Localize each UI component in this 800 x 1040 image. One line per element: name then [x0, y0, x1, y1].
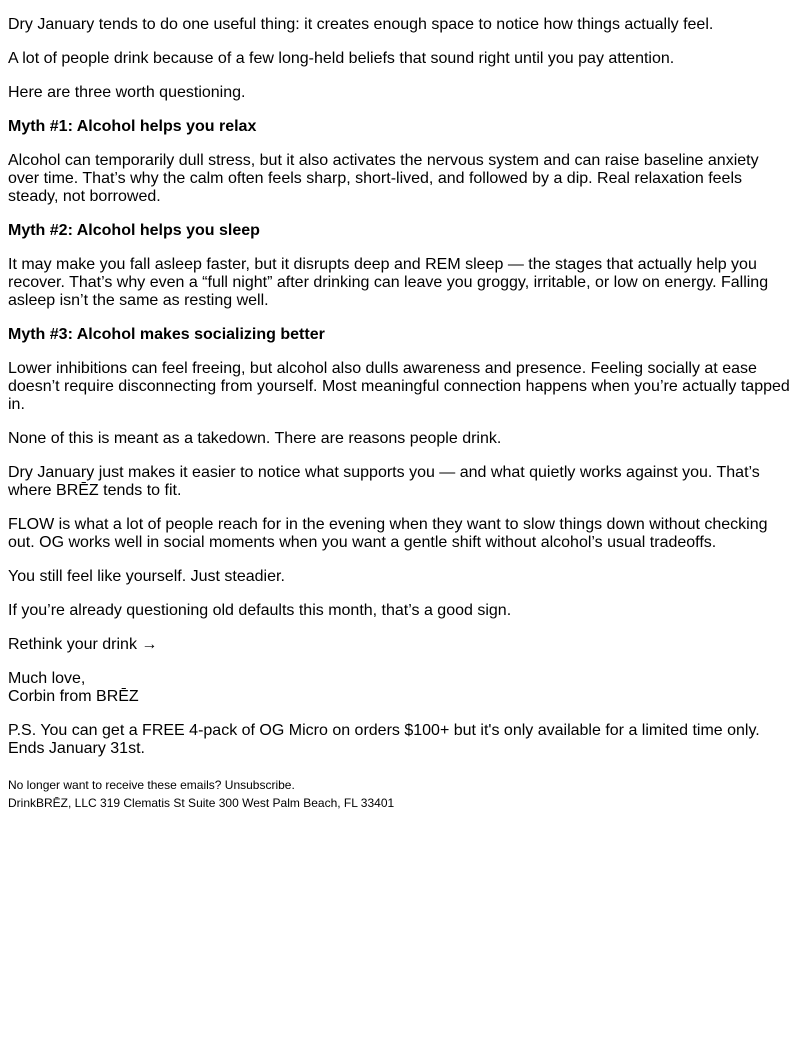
myth-2-body: It may make you fall asleep faster, but it disrupts deep and REM sleep — the stages that actually help you recover. That’s why even a “full night” after drinking can leave you groggy, irritable, or low on energy. Falling asleep isn’t the same as resting well.: [8, 256, 769, 309]
unsubscribe-link[interactable]: Unsubscribe.: [224, 778, 295, 792]
unsubscribe-prompt: No longer want to receive these emails?: [8, 778, 225, 792]
closing-paragraph-1: None of this is meant as a takedown. There are reasons people drink.: [8, 430, 502, 447]
signature: [8, 670, 792, 706]
intro-paragraph-3: Here are three worth questioning.: [8, 84, 246, 101]
myth-2-heading: Myth #2: Alcohol helps you sleep: [8, 222, 260, 239]
intro-paragraph-2: A lot of people drink because of a few long-held beliefs that sound right until you pay attention.: [8, 50, 675, 67]
closing-paragraph-5: If you’re already questioning old defaults this month, that’s a good sign.: [8, 602, 512, 619]
myth-3-body: Lower inhibitions can feel freeing, but alcohol also dulls awareness and presence. Feeling socially at ease doesn’t require disconnecting from yourself. Most meaningful connection happens when you’re actually tapped in.: [8, 360, 790, 413]
unsubscribe-line: [8, 778, 792, 792]
cta-line: [8, 636, 792, 654]
signature-salutation: Much love,: [8, 670, 86, 687]
myth-3-heading: Myth #3: Alcohol makes socializing better: [8, 326, 325, 343]
myth-1-body: Alcohol can temporarily dull stress, but it also activates the nervous system and can raise baseline anxiety over time. That’s why the calm often feels sharp, short-lived, and followed by a dip. Real relaxation feels steady, not borrowed.: [8, 152, 759, 205]
email-body: [0, 16, 800, 1040]
closing-paragraph-3: FLOW is what a lot of people reach for in the evening when they want to slow things down without checking out. OG works well in social moments when you want a gentle shift without alcohol’s usual tradeoffs.: [8, 516, 768, 551]
intro-paragraph-1: Dry January tends to do one useful thing: it creates enough space to notice how things actually feel.: [8, 16, 714, 33]
closing-paragraph-2: Dry January just makes it easier to notice what supports you — and what quietly works against you. That’s where BRĒZ tends to fit.: [8, 464, 760, 499]
closing-paragraph-4: You still feel like yourself. Just steadier.: [8, 568, 285, 585]
postscript: P.S. You can get a FREE 4-pack of OG Micro on orders $100+ but it's only available for a limited time only. Ends January 31st.: [8, 722, 760, 757]
signature-sender: Corbin from BRĒZ: [8, 688, 139, 705]
email-footer: [8, 778, 792, 810]
email-content: [0, 16, 800, 810]
company-address: DrinkBRĒZ, LLC 319 Clematis St Suite 300 West Palm Beach, FL 33401: [8, 796, 395, 810]
cta-link[interactable]: Rethink your drink →: [8, 636, 158, 653]
myth-1-heading: Myth #1: Alcohol helps you relax: [8, 118, 257, 135]
